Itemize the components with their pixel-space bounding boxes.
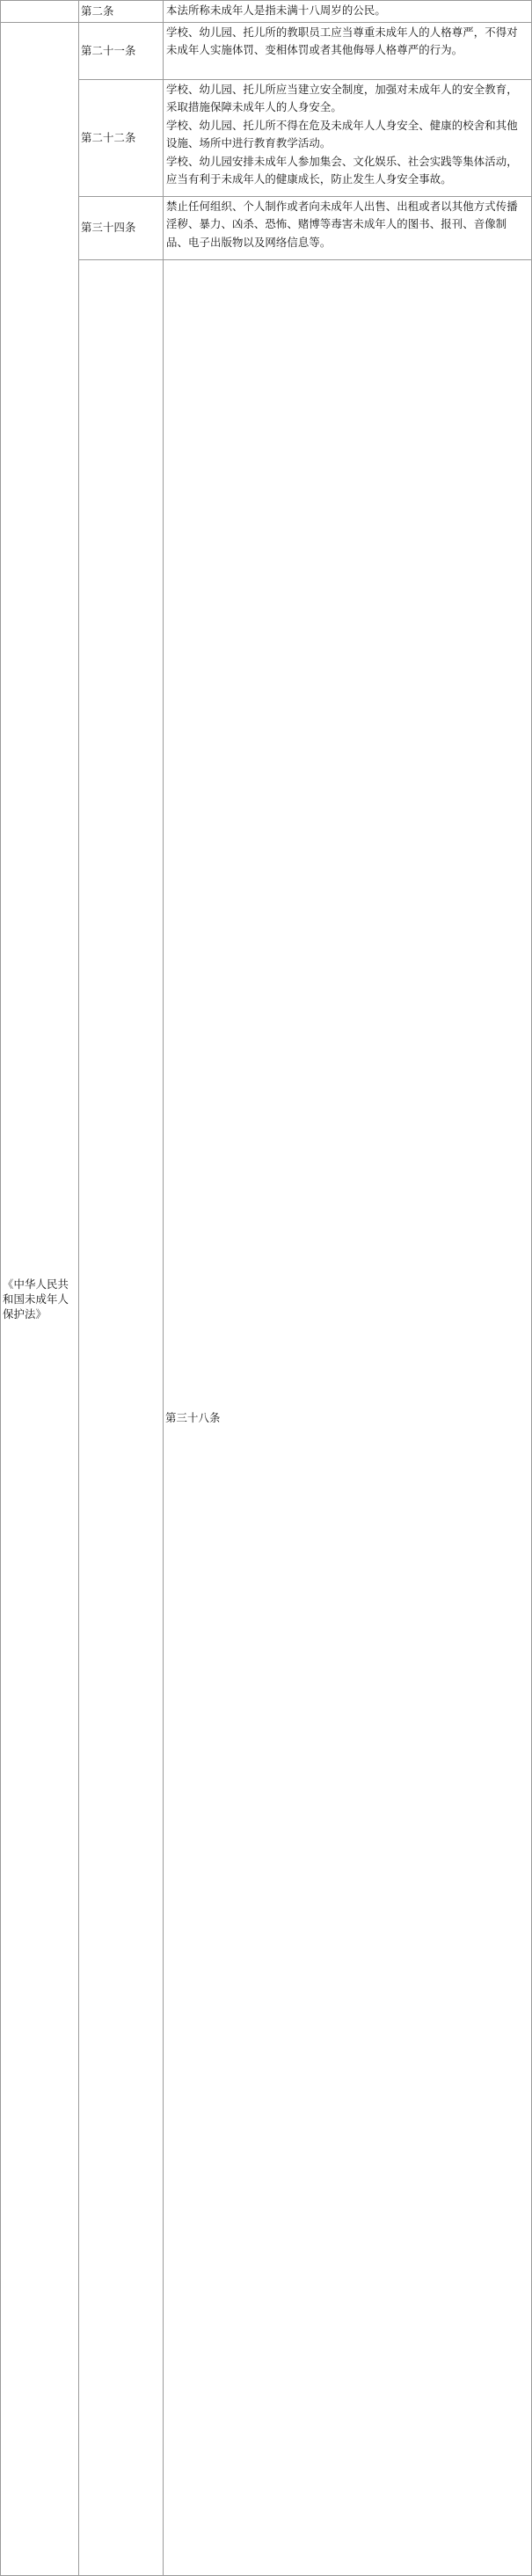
- article-content: [164, 197, 532, 260]
- article-paragraph: 禁止任何组织、个人制作或者向未成年人出售、出租或者以其他方式传播淫秽、暴力、凶杀、恐怖、赌博等毒害未成年人的图书、报刊、音像制品、电子出版物以及网络信息等。: [166, 200, 518, 249]
- table-row-article-38: [1, 260, 532, 2576]
- article-paragraph: 学校、幼儿园安排未成年人参加集会、文化娱乐、社会实践等集体活动，应当有利于未成年人的健康成长，防止发生人身安全事故。: [166, 154, 518, 186]
- article-number: 第二十一条: [79, 23, 164, 80]
- article-content: [164, 80, 532, 197]
- table-row-article-22: [1, 80, 532, 197]
- article-number: 第二条: [79, 1, 164, 23]
- article-number: 第三十四条: [79, 197, 164, 260]
- article-number: 第三十八条: [164, 260, 532, 2576]
- table-row-article-34: [1, 197, 532, 260]
- article-paragraph: 学校、幼儿园、托儿所不得在危及未成年人人身安全、健康的校舍和其他设施、场所中进行教育教学活动。: [166, 118, 518, 150]
- article-content: [164, 1, 532, 23]
- table-row-article-2: [1, 1, 532, 23]
- article-paragraph: 本法所称未成年人是指未满十八周岁的公民。: [166, 4, 386, 17]
- law-name-cell: 《中华人民共和国未成年人保护法》: [1, 23, 79, 2576]
- law-name-blank-cell: [1, 1, 79, 23]
- table-row-article-21: [1, 23, 532, 80]
- article-content: [164, 23, 532, 80]
- law-name-blank-cell: [79, 260, 164, 2576]
- article-number: 第二十二条: [79, 80, 164, 197]
- article-paragraph: 学校、幼儿园、托儿所应当建立安全制度，加强对未成年人的安全教育，采取措施保障未成年人的人身安全。: [166, 83, 518, 114]
- article-paragraph: 学校、幼儿园、托儿所的教职员工应当尊重未成年人的人格尊严，不得对未成年人实施体罚、变相体罚或者其他侮辱人格尊严的行为。: [166, 25, 518, 57]
